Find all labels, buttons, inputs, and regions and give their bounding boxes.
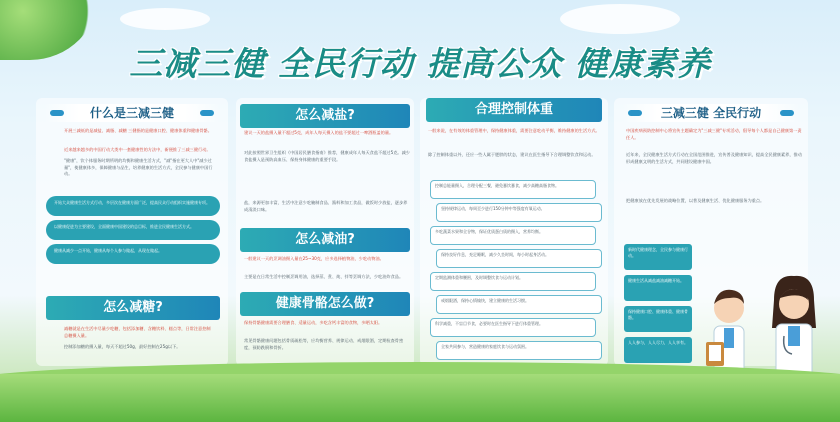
action-card-text: 新时代健康理念，全民参与健康行动。 — [628, 247, 688, 258]
action-card — [624, 275, 692, 301]
col1-red-text3: 减糖就是在生活中尽量少吃糖，包括添加糖、含糖饮料、糕点等，日常注意控制总糖摄入量。 — [64, 326, 211, 338]
heading-reduce-oil: 怎么减油? — [240, 228, 410, 252]
col2-body2: 盐，来源更加丰富，生活中注意少吃腌制食品、酱料和加工食品，做饭时少放盐，逐步养成清淡口味。 — [244, 200, 408, 212]
page-title: 三减三健 全民行动 提高公众 健康素养 — [129, 44, 711, 83]
weight-tip-item: 定期监测体重和腰围，及时调整饮食与运动计划。 — [430, 272, 596, 291]
weight-tip-item: 全家共同参与，营造健康的家庭饮食与运动氛围。 — [436, 341, 602, 360]
heading-what-is: 什么是三减三健 — [44, 104, 220, 122]
col2-body3: 主要是在日常生活中控制烹调用油，选择蒸、煮、炖、拌等烹调方法，少吃油炸食品。 — [244, 274, 404, 279]
weight-tip-item: 戒烟限酒，保持心情愉快，建立健康的生活习惯。 — [436, 295, 602, 314]
col1-red-text: 开展三减低的是减盐、减脂、减糖 三健指的是健康口腔、健康体重和健康骨骼。 — [64, 128, 212, 133]
weight-tip-item: 坚持规律运动，每周至少进行150分钟中等强度有氧运动。 — [436, 203, 602, 222]
cloud — [120, 8, 210, 30]
action-card — [624, 337, 692, 363]
action-card-text: 人人参与，人人尽力，人人享有。 — [628, 340, 688, 345]
col1-bar1: 开始大众健康生活方式行动，多层次在健康方面广泛，提高民众行动组织实施健康专项。 — [46, 196, 220, 216]
col2-red-text: 建议一天的盐摄入量不超过5克，成年人每天摄入的盐不要超过一啤酒瓶盖的量。 — [244, 130, 394, 135]
weight-tip-item: 保持良好作息，充足睡眠，减少久坐时间，每小时起身活动。 — [436, 249, 602, 268]
heading-bone-health: 健康骨骼怎么做? — [240, 292, 410, 316]
action-card-text: 保持健康口腔、健康体重、健康骨骼。 — [628, 309, 688, 320]
col1-red-text2: 近来越来越多的中国行动大类中一套健康性的方法中，新便推了三减三健行动。 — [64, 147, 211, 152]
weight-tip-item: 控制总能量摄入，合理分配三餐，避免暴饮暴食，减少高糖高脂食物。 — [430, 180, 596, 199]
grass-decoration — [0, 374, 840, 422]
weight-tip-item: 科学减重，不盲目节食，必要时在医生指导下进行体重管理。 — [430, 318, 596, 337]
weight-tip-item: 多吃蔬菜水果和全谷物，保证优质蛋白质的摄入，营养均衡。 — [430, 226, 596, 245]
heading-reduce-sugar: 怎么减糖? — [46, 296, 220, 320]
heading-weight-control: 合理控制体重 — [426, 98, 602, 122]
heading-reduce-salt: 怎么减盐? — [240, 104, 410, 128]
col2-red-text2: 一般建议一天的烹调油摄入量在25~30克，应多选择植物油，少吃动物油。 — [244, 256, 384, 261]
col1-body3: 控制添加糖的摄入量，每天不超过50g，最好控制在25g以下。 — [64, 344, 181, 349]
col4-body: 近年来，全民健康生活方式行动在全国范围推进，宣传普及健康知识，提高全民健康素养，推动形成健康文明的生活方式，共同建设健康中国。 — [626, 152, 802, 164]
col1-bar2: 以健康促进为主要建设，全面健康中国建设的总目标，推进全民健康生活方式。 — [46, 220, 220, 240]
heading-national-action: 三减三健 全民行动 — [622, 104, 800, 122]
col1-body: "健康"，饮个体服务时期所明的均衡和健康生活方式，"减"指在更大人中"减少过量"，使健康体多，保障健康与品生，培养健康的生活方式，全民参与健康中国行动。 — [64, 158, 213, 177]
col2-body: 对此按照世界卫生组织《中国居民膳食指南》推荐，健康成年人每天食盐不超过5克。减少食盐摄入是预防高血压、保持身体健康的重要手段。 — [244, 150, 410, 162]
action-card — [624, 244, 692, 270]
action-card-text: 健康生活从减盐减油减糖开始。 — [628, 278, 684, 283]
action-card — [624, 306, 692, 332]
col1-bar3: 健康从减少一点开始，健康从每个人参与做起，从现在做起。 — [46, 244, 220, 264]
col4-body2: 把健康放在优先发展的战略位置，以普及健康生活、优化健康服务为重点。 — [626, 198, 765, 203]
col3-red-text: 一般来说，在有效的体重管理中，保持健康体重，需要注意吃动平衡，维持健康的生活方式。 — [428, 128, 600, 133]
col3-body: 除了控制体重以外，还应一些人属于肥胖的状态，建议在医生指导下合理调整饮食和运动。 — [428, 152, 596, 157]
col4-red-text: 中国疾病预防控制中心将宣传主题确定为"三减三健"专项活动，倡导每个人都是自己健康第一责任人。 — [626, 128, 802, 140]
col2-body4: 常见骨骼健康问题包括骨质疏松等，应均衡营养、规律运动、戒烟限酒，定期检查骨密度，预防跌倒和骨折。 — [244, 338, 404, 350]
cloud — [560, 4, 680, 34]
col2-red-text3: 保持骨骼健康需要合理膳食、适量运动，多吃含钙丰富的食物，多晒太阳。 — [244, 320, 383, 325]
